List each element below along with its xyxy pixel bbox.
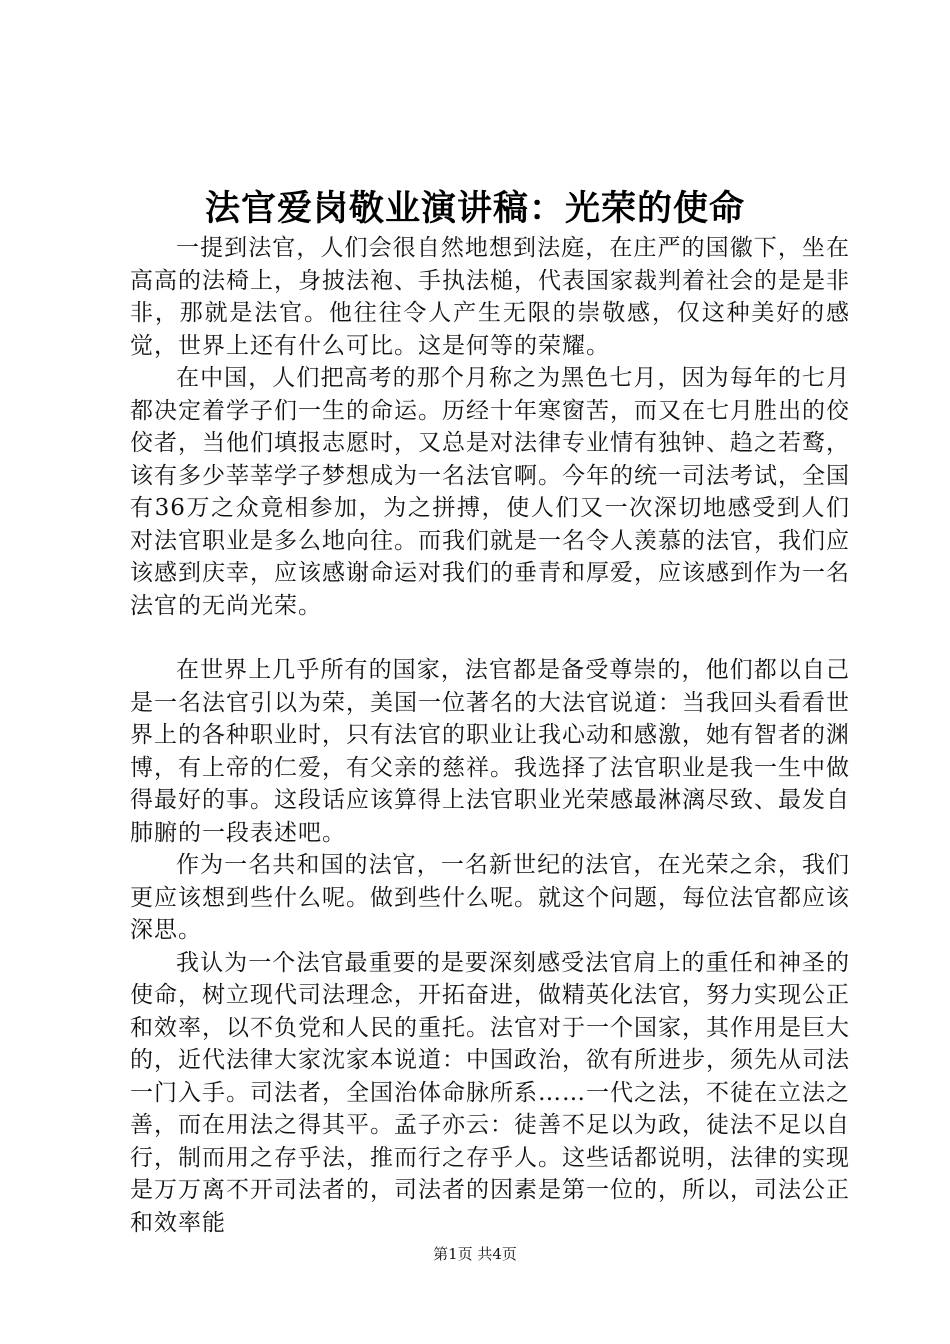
paragraph-5: 我认为一个法官最重要的是要深刻感受法官肩上的重任和神圣的使命，树立现代司法理念，开拓奋进，做精英化法官，努力实现公正和效率，以不负党和人民的重托。法官对于一个国家，其作用是巨大的，近代法律大家沈家本说道：中国政治，欲有所进步，须先从司法一门入手。司法者，全国治体命脉所系……一代之法，不徒在立法之善，而在用法之得其平。孟子亦云：徒善不足以为政，徒法不足以自行，制而用之存乎法，推而行之存乎人。这些话都说明，法律的实现是万万离不开司法者的，司法者的因素是第一位的，所以，司法公正和效率能	[130, 949, 850, 1236]
document-title: 法官爱岗敬业演讲稿：光荣的使命	[204, 188, 745, 229]
document-body	[130, 232, 850, 1239]
paragraph-1: 一提到法官，人们会很自然地想到法庭，在庄严的国徽下，坐在高高的法椅上，身披法袍、手执法槌，代表国家裁判着社会的是是非非，那就是法官。他往往令人产生无限的崇敬感，仅这种美好的感觉，世界上还有什么可比。这是何等的荣耀。	[130, 235, 850, 359]
paragraph-2: 在中国，人们把高考的那个月称之为黑色七月，因为每年的七月都决定着学子们一生的命运。历经十年寒窗苦，而又在七月胜出的佼佼者，当他们填报志愿时，又总是对法律专业情有独钟、趋之若鹜，该有多少莘莘学子梦想成为一名法官啊。今年的统一司法考试，全国有36万之众竟相参加，为之拼搏，使人们又一次深切地感受到人们对法官职业是多么地向往。而我们就是一名令人羡慕的法官，我们应该感到庆幸，应该感谢命运对我们的垂青和厚爱，应该感到作为一名法官的无尚光荣。	[130, 365, 850, 619]
paragraph-4: 作为一名共和国的法官，一名新世纪的法官，在光荣之余，我们更应该想到些什么呢。做到些什么呢。就这个问题，每位法官都应该深思。	[130, 852, 850, 943]
page-number-footer: 第1页 共4页	[433, 1245, 517, 1263]
paragraph-3: 在世界上几乎所有的国家，法官都是备受尊崇的，他们都以自己是一名法官引以为荣，美国一位著名的大法官说道：当我回头看看世界上的各种职业时，只有法官的职业让我心动和感激，她有智者的渊博，有上帝的仁爱，有父亲的慈祥。我选择了法官职业是我一生中做得最好的事。这段话应该算得上法官职业光荣感最淋漓尽致、最发自肺腑的一段表述吧。	[130, 657, 850, 846]
